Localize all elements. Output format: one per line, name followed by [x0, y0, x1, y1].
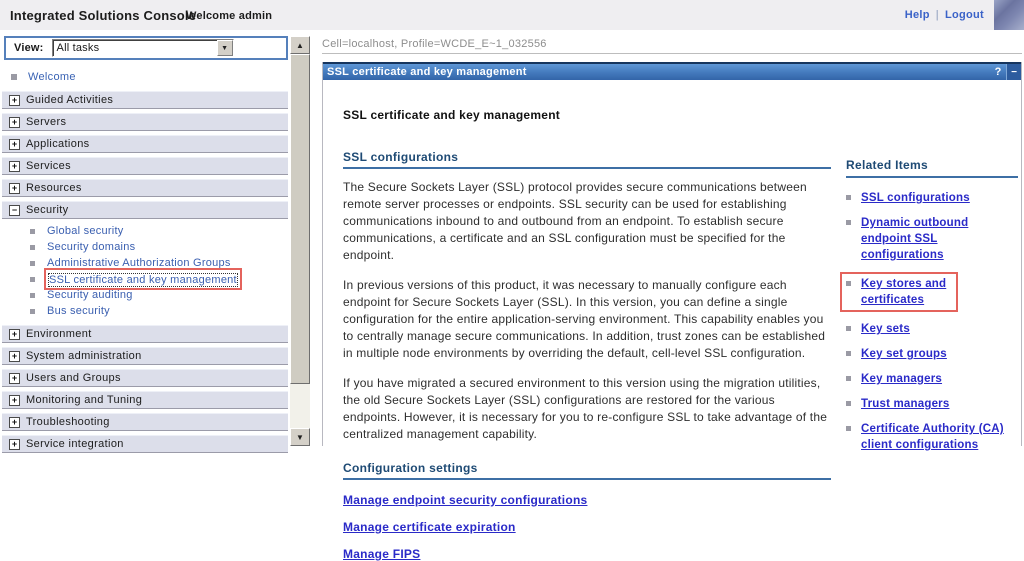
related-link[interactable]: Trust managers	[861, 398, 950, 410]
expand-icon[interactable]: +	[9, 139, 20, 150]
related-link[interactable]: Key sets	[861, 323, 910, 335]
nav-link[interactable]: Administrative Authorization Groups	[47, 257, 231, 269]
expand-icon[interactable]: +	[9, 95, 20, 106]
bullet-icon	[846, 281, 851, 286]
bullet-icon	[846, 376, 851, 381]
section-label: Environment	[26, 328, 92, 340]
sidebar-section-service-integration[interactable]	[2, 435, 288, 453]
navigation-tree	[2, 64, 288, 457]
welcome-admin-text: Welcome admin	[186, 10, 273, 22]
related-link[interactable]: Key set groups	[861, 348, 947, 360]
expand-icon[interactable]: +	[9, 183, 20, 194]
banner-corner-graphic	[994, 0, 1024, 30]
link-divider: |	[935, 9, 939, 21]
bullet-icon	[846, 401, 851, 406]
related-items-panel	[846, 158, 1018, 462]
bullet-icon	[846, 351, 851, 356]
manage-certificate-expiration-link[interactable]: Manage certificate expiration	[343, 520, 516, 534]
page-title: SSL certificate and key management	[343, 108, 561, 122]
section-label: Troubleshooting	[26, 416, 110, 428]
related-item-key-managers[interactable]	[846, 371, 1018, 387]
titlebar-controls	[990, 64, 1021, 80]
view-select-value: All tasks	[56, 42, 100, 54]
section-label: Services	[26, 160, 71, 172]
expand-icon[interactable]: +	[9, 439, 20, 450]
sidebar-section-users-and-groups[interactable]	[2, 369, 288, 387]
expand-icon[interactable]: +	[9, 351, 20, 362]
nav-link[interactable]: Bus security	[47, 305, 110, 317]
section-label: Applications	[26, 138, 90, 150]
collapse-icon[interactable]: −	[9, 205, 20, 216]
sidebar-section-resources[interactable]	[2, 179, 288, 197]
section-label: System administration	[26, 350, 142, 362]
top-banner	[0, 0, 1024, 30]
view-box	[4, 36, 288, 60]
nav-link[interactable]: SSL certificate and key management	[49, 274, 237, 286]
bullet-icon	[846, 220, 851, 225]
content-pane	[323, 80, 1021, 561]
manage-fips-link[interactable]: Manage FIPS	[343, 547, 421, 561]
manage-endpoint-security-configurations-link[interactable]: Manage endpoint security configurations	[343, 493, 588, 507]
annotation-box-key-stores[interactable]	[840, 272, 958, 312]
sidebar-section-environment[interactable]	[2, 325, 288, 343]
window-titlebar	[323, 62, 1021, 80]
configuration-settings-heading: Configuration settings	[343, 461, 831, 480]
section-label: Monitoring and Tuning	[26, 394, 143, 406]
sidebar-item-global-security[interactable]	[2, 223, 288, 239]
expand-icon[interactable]: +	[9, 329, 20, 340]
sidebar-section-monitoring-and-tuning[interactable]	[2, 391, 288, 409]
nav-link[interactable]: Security auditing	[47, 289, 133, 301]
nav-link[interactable]: Security domains	[47, 241, 136, 253]
help-link[interactable]: Help	[904, 9, 930, 21]
sidebar-section-guided-activities[interactable]	[2, 91, 288, 109]
sidebar-section-security[interactable]	[2, 201, 288, 219]
related-item-key-set-groups[interactable]	[846, 346, 1018, 362]
bullet-icon	[30, 293, 35, 298]
ssl-configurations-heading: SSL configurations	[343, 150, 831, 169]
related-link[interactable]: Key managers	[861, 373, 943, 385]
main-column	[343, 150, 831, 561]
expand-icon[interactable]: +	[9, 373, 20, 384]
content-window	[322, 62, 1022, 561]
sidebar-section-applications[interactable]	[2, 135, 288, 153]
sidebar-item-welcome[interactable]	[2, 69, 288, 85]
paragraph: If you have migrated a secured environment to this version using the migration utilities, the old Secure Sockets Layer (SSL) configurations are restored for the various endpoints. However, it is necessary for you to re-configure SSL to take advantage of the centralized management capability.	[343, 376, 828, 441]
bullet-icon	[30, 245, 35, 250]
section-label: Guided Activities	[26, 94, 114, 106]
scroll-up-icon[interactable]: ▲	[290, 36, 310, 54]
breadcrumb: Cell=localhost, Profile=WCDE_E~1_032556	[322, 38, 547, 50]
sidebar-section-services[interactable]	[2, 157, 288, 175]
scroll-down-icon[interactable]: ▼	[290, 428, 310, 446]
related-item-key-sets[interactable]	[846, 321, 1018, 337]
app-title: Integrated Solutions Console	[10, 8, 197, 23]
logout-link[interactable]: Logout	[944, 9, 984, 21]
annotation-box-ssl-certificate	[44, 268, 242, 290]
window-title: SSL certificate and key management	[327, 66, 527, 78]
view-select[interactable]	[52, 39, 234, 57]
sidebar	[0, 36, 312, 450]
scrollbar-track[interactable]	[290, 384, 310, 428]
sidebar-section-system-administration[interactable]	[2, 347, 288, 365]
bullet-icon	[11, 74, 17, 80]
sidebar-section-troubleshooting[interactable]	[2, 413, 288, 431]
related-item-trust-managers[interactable]	[846, 396, 1018, 412]
sidebar-item-bus-security[interactable]	[2, 303, 288, 319]
view-label: View:	[14, 42, 44, 54]
section-label: Security	[26, 204, 69, 216]
minimize-icon[interactable]: −	[1006, 64, 1021, 80]
breadcrumb-divider	[322, 53, 1022, 54]
section-label: Resources	[26, 182, 82, 194]
section-label: Users and Groups	[26, 372, 121, 384]
related-item-ca-client-configurations[interactable]	[846, 421, 1018, 453]
related-link-key-stores-and-certificates[interactable]: Key stores and certificates	[861, 278, 947, 306]
section-label: Servers	[26, 116, 67, 128]
bullet-icon	[30, 309, 35, 314]
bullet-icon	[846, 195, 851, 200]
related-link[interactable]: Dynamic outbound endpoint SSL configurations	[861, 217, 969, 261]
configuration-links	[343, 493, 831, 561]
paragraph: The Secure Sockets Layer (SSL) protocol provides secure communications between remote server processes or endpoints. SSL security can be used for establishing communications inbound to and outbound from an endpoint. To establish secure communications, a certificate and an SSL configuration must be specified for the endpoint.	[343, 180, 807, 262]
sidebar-scrollbar[interactable]	[290, 36, 310, 446]
bullet-icon	[846, 426, 851, 431]
related-link[interactable]: Certificate Authority (CA) client configurations	[861, 423, 1004, 451]
security-sub-list	[2, 223, 288, 319]
bullet-icon	[30, 229, 35, 234]
expand-icon[interactable]: +	[9, 417, 20, 428]
welcome-link[interactable]: Welcome	[28, 71, 76, 83]
banner-links	[905, 9, 984, 21]
expand-icon[interactable]: +	[9, 395, 20, 406]
related-item-ssl-configurations[interactable]	[846, 190, 1018, 206]
related-link[interactable]: SSL configurations	[861, 192, 970, 204]
scrollbar-thumb[interactable]	[290, 54, 310, 384]
sidebar-item-ssl-certificate-key-management[interactable]	[2, 271, 288, 287]
related-items-list	[846, 190, 1018, 453]
sidebar-section-servers[interactable]	[2, 113, 288, 131]
bullet-icon	[846, 326, 851, 331]
expand-icon[interactable]: +	[9, 161, 20, 172]
expand-icon[interactable]: +	[9, 117, 20, 128]
nav-link[interactable]: Global security	[47, 225, 124, 237]
related-item-dynamic-outbound[interactable]	[846, 215, 1018, 263]
help-icon[interactable]: ?	[994, 66, 1002, 78]
bullet-icon	[30, 261, 35, 266]
related-items-heading: Related Items	[846, 158, 1018, 178]
dropdown-arrow-icon[interactable]: ▼	[217, 40, 233, 56]
section-label: Service integration	[26, 438, 124, 450]
paragraph: In previous versions of this product, it was necessary to manually configure each endpoint for Secure Sockets Layer (SSL). In this version, you can define a single configuration for the entire application-serving environment. This capability enables you to centrally manage secure communications. In addition, trust zones can be established in multiple node environments by overriding the default, cell-level SSL configuration.	[343, 278, 826, 360]
sidebar-item-security-domains[interactable]	[2, 239, 288, 255]
bullet-icon	[30, 277, 35, 282]
